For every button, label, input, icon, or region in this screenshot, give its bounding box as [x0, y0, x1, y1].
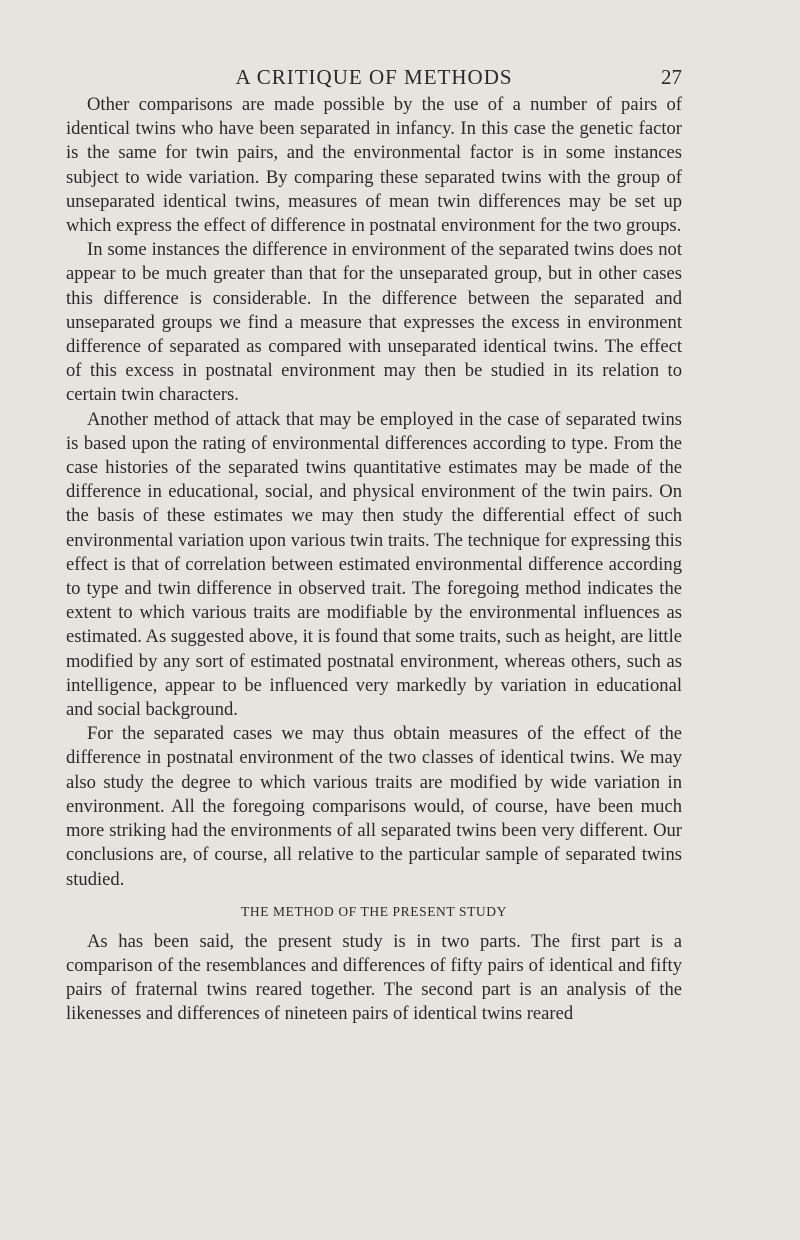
running-title: A CRITIQUE OF METHODS	[235, 65, 513, 89]
paragraph-separated-cases-summary: For the separated cases we may thus obtain measures of the effect of the difference in postnatal environment of the two classes of identical twins. We may also study the degree to which various traits are modified by wide variation in environment. All the foregoing comparisons would, of course, have been much more striking had the environments of all separated twins been very different. Our conclusions are, of course, all relative to the particular sample of separated twins studied.	[66, 723, 682, 890]
page-number: 27	[661, 65, 682, 89]
paragraph-rating-method: Another method of attack that may be employed in the case of separated twins is based upon the rating of environmental differences according to type. From the case histories of the separated twins quantitative estimates may be made of the difference in educational, social, and physical environment of the twin pairs. On the basis of these estimates we may then study the differential effect of such environmental variation upon various twin traits. The technique for expressing this effect is that of correlation between estimated environmental difference according to type and twin difference in observed trait. The foregoing method indicates the extent to which various traits are modifiable by the environmental influences as estimated. As suggested above, it is found that some traits, such as height, are little modified by any sort of estimated postnatal environment, whereas others, such as intelligence, appear to be influenced very markedly by variation in educational and social background.	[66, 408, 682, 721]
running-head	[66, 62, 682, 92]
paragraph-present-study: As has been said, the present study is in two parts. The first part is a comparison of the resemblances and differences of fifty pairs of identical and fifty pairs of fraternal twins reared together. The second part is an analysis of the likenesses and differences of nineteen pairs of identical twins reared	[66, 930, 682, 1025]
section-heading: THE METHOD OF THE PRESENT STUDY	[241, 903, 507, 919]
paragraph-environment-difference: In some instances the difference in environment of the separated twins does not appear to be much greater than that for the unseparated group, but in other cases this difference is considerable. In the difference between the separated and unseparated groups we find a measure that expresses the excess in environment difference of separated as compared with unseparated identical twins. The effect of this excess in postnatal environment may then be studied in its relation to certain twin characters.	[66, 239, 682, 406]
paragraph-separated-twins-comparison: Other comparisons are made possible by the use of a number of pairs of identical twins who have been separated in infancy. In this case the genetic factor is the same for twin pairs, and the environmental factor is in some instances subject to wide variation. By comparing these separated twins with the group of unseparated identical twins, measures of mean twin differences may be set up which express the effect of difference in postnatal environment for the two groups.	[66, 94, 682, 237]
body-text	[66, 93, 682, 1027]
